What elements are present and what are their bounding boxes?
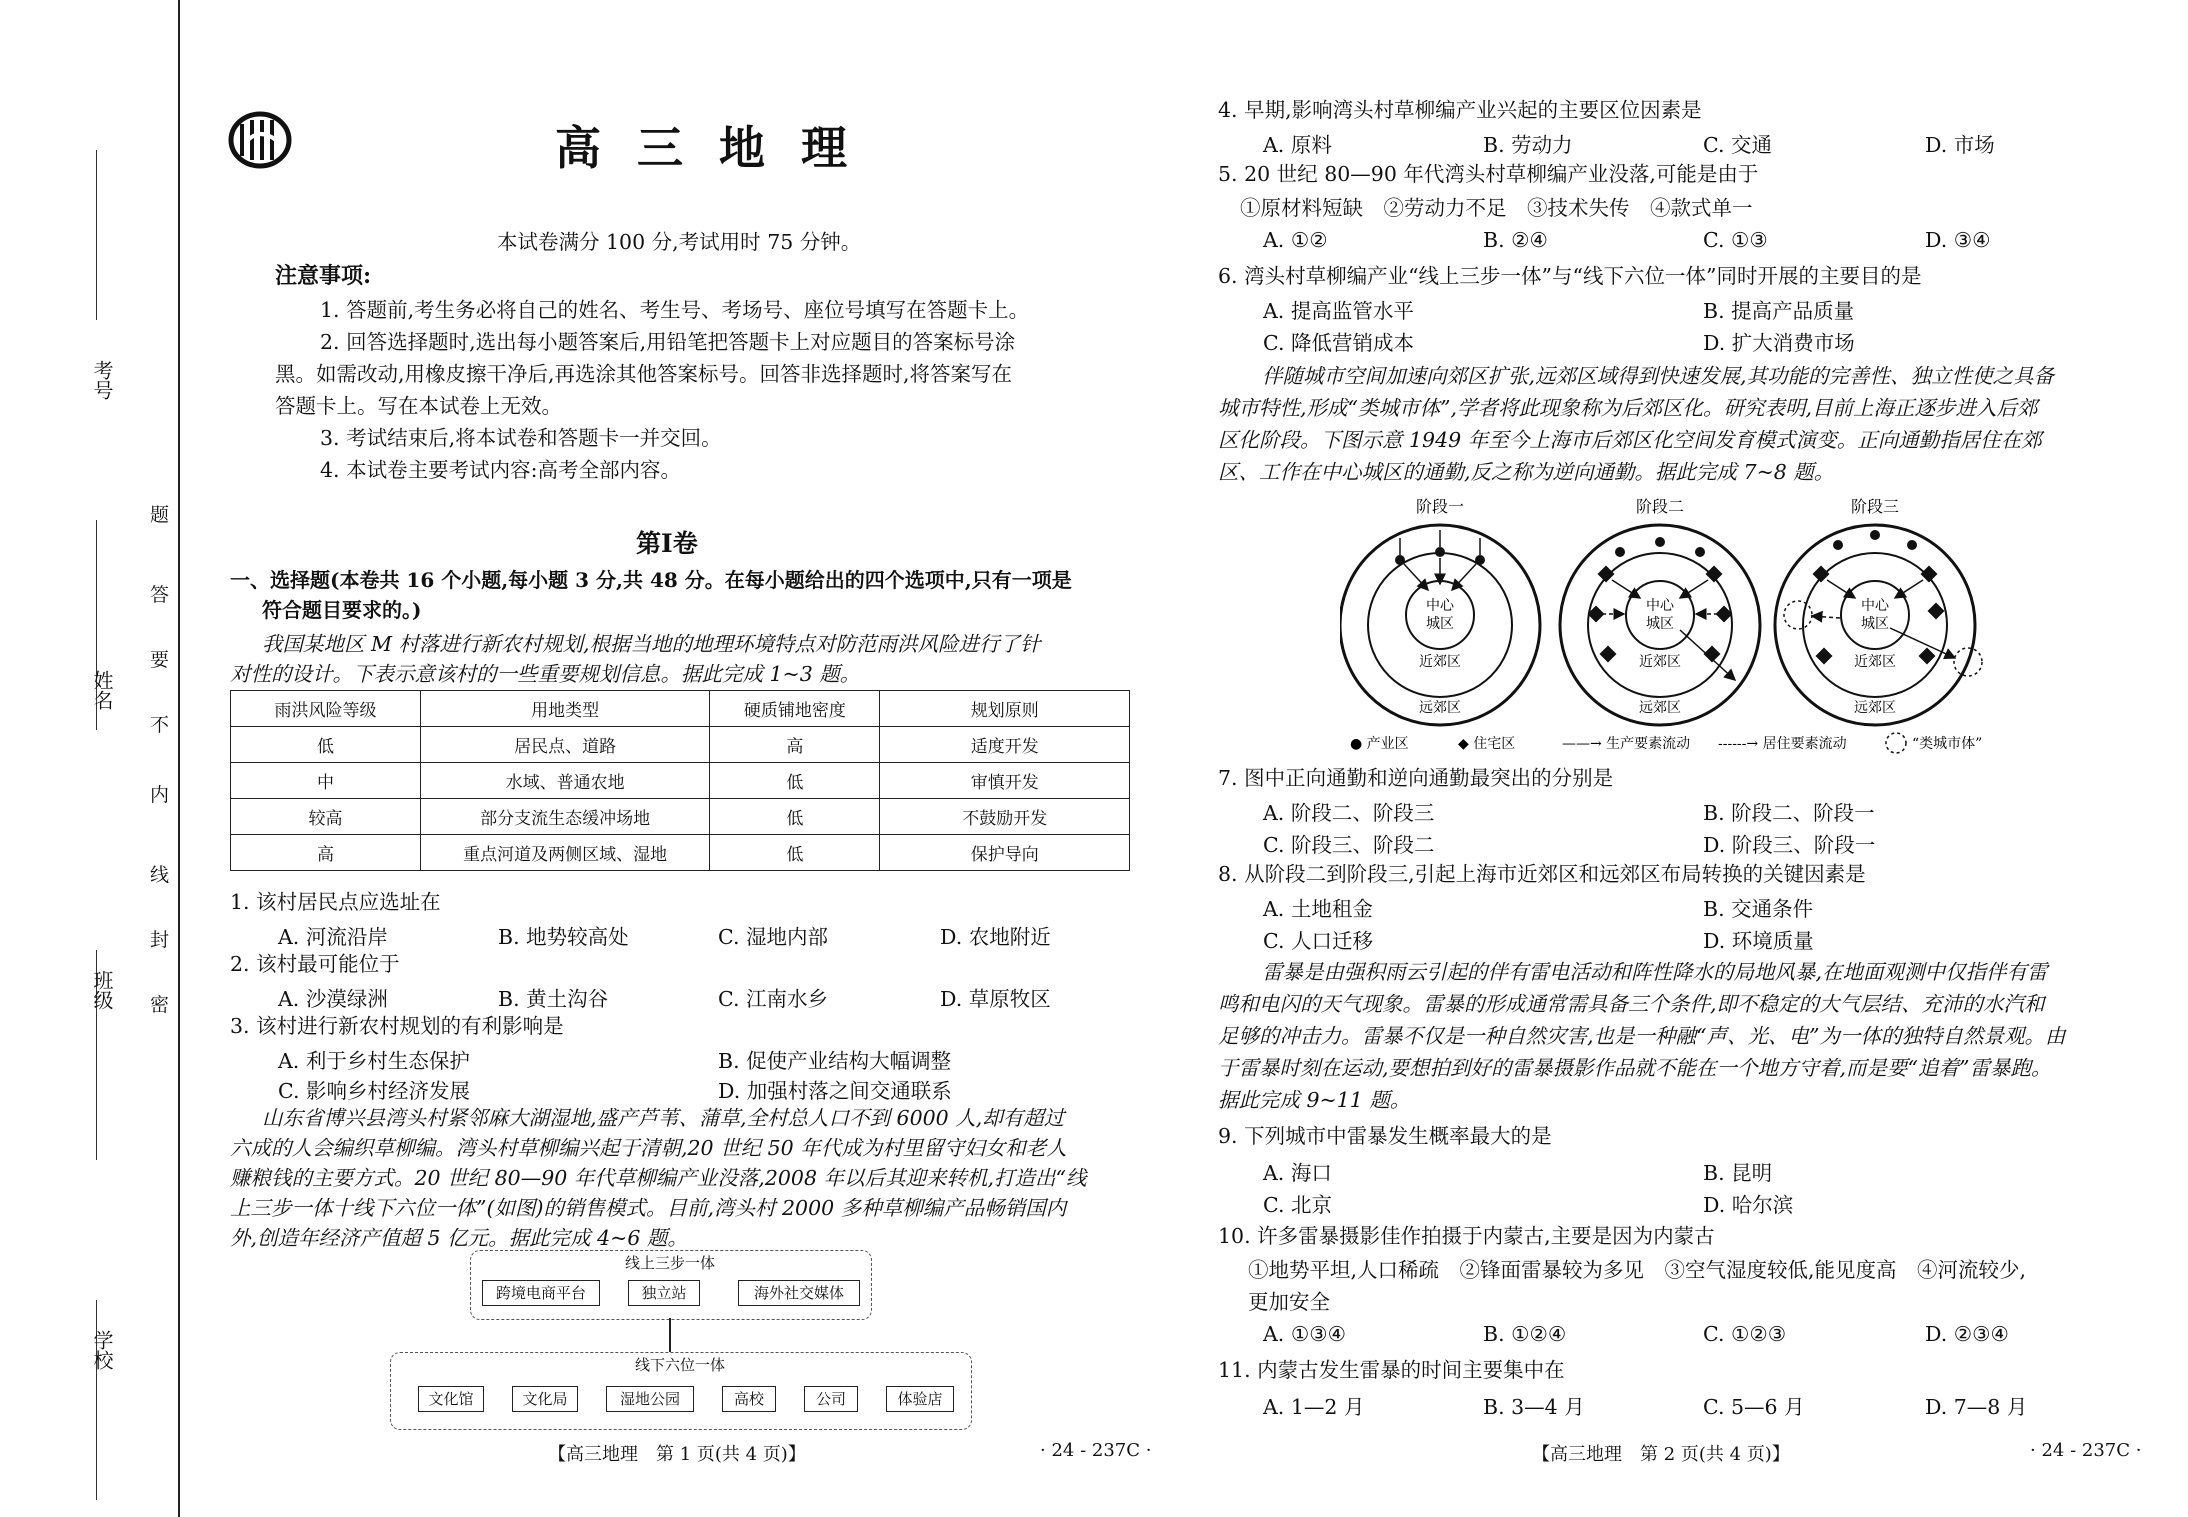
zone-label: 中心 [1861, 598, 1889, 614]
table-row [231, 835, 1130, 871]
stage-label: 阶段二 [1635, 497, 1685, 516]
seal-char: 封 [150, 929, 170, 951]
suburbanization-diagram [1340, 490, 2140, 760]
option[interactable]: C. 降低营销成本 [1263, 331, 1414, 355]
table-cell: 不鼓励开发 [880, 799, 1130, 835]
option[interactable]: C. 5—6 月 [1703, 1395, 1805, 1419]
option[interactable]: D. 哈尔滨 [1703, 1193, 1794, 1217]
publisher-logo-icon [228, 110, 292, 170]
page2-footer: 【高三地理 第 2 页(共 4 页)】 [1532, 1444, 1790, 1465]
section-instruction: 一、选择题(本卷共 16 个小题,每小题 3 分,共 48 分。在每小题给出的四个选项中,只有一项是 [230, 568, 1072, 592]
option[interactable]: D. 市场 [1925, 133, 1995, 157]
zone-label: 远郊区 [1854, 700, 1896, 716]
passage-line: 于雷暴时刻在运动,要想拍到好的雷暴摄影作品就不能在一个地方守着,而是要“追着”雷暴跑。 [1218, 1056, 2052, 1080]
option[interactable]: C. 交通 [1703, 133, 1772, 157]
option[interactable]: D. 7—8 月 [1925, 1395, 2028, 1419]
question-stem: 3. 该村进行新农村规划的有利影响是 [230, 1014, 564, 1038]
question-stem: 8. 从阶段二到阶段三,引起上海市近郊区和远郊区布局转换的关键因素是 [1218, 862, 1866, 886]
offline-item: 体验店 [886, 1386, 954, 1412]
legend-residential: ◆ 住宅区 [1458, 736, 1516, 752]
binding-line [178, 0, 180, 1517]
notice-line: 1. 答题前,考生务必将自己的姓名、考生号、考场号、座位号填写在答题卡上。 [320, 298, 1030, 322]
seal-char: 线 [150, 864, 170, 886]
question-stem: 1. 该村居民点应选址在 [230, 890, 441, 914]
stage-label: 阶段三 [1850, 497, 1900, 516]
stage-three [1775, 525, 1982, 725]
notice-line: 4. 本试卷主要考试内容:高考全部内容。 [320, 458, 681, 482]
passage-line: 对性的设计。下表示意该村的一些重要规划信息。据此完成 1~3 题。 [230, 662, 861, 686]
notice-line: 答题卡上。写在本试卷上无效。 [275, 394, 562, 418]
table-cell: 居民点、道路 [420, 727, 709, 763]
option[interactable]: B. 3—4 月 [1483, 1395, 1585, 1419]
option[interactable]: A. 利于乡村生态保护 [278, 1049, 470, 1073]
table-cell: 保护导向 [880, 835, 1130, 871]
table-cell: 审慎开发 [880, 763, 1130, 799]
zone-label: 远郊区 [1419, 700, 1461, 716]
zone-label: 近郊区 [1419, 654, 1461, 670]
connector-line [669, 1318, 671, 1352]
zone-label: 远郊区 [1639, 700, 1681, 716]
question-stem: 5. 20 世纪 80—90 年代湾头村草柳编产业没落,可能是由于 [1218, 162, 1759, 186]
option[interactable]: A. 海口 [1263, 1161, 1332, 1185]
option[interactable]: C. 人口迁移 [1263, 929, 1373, 953]
notice-heading: 注意事项: [275, 263, 372, 289]
option[interactable]: A. 1—2 月 [1263, 1395, 1365, 1419]
city-body-marker [1784, 601, 1812, 629]
option[interactable]: A. 土地租金 [1263, 897, 1373, 921]
zone-label: 城区 [1646, 616, 1674, 632]
option[interactable]: B. 黄土沟谷 [498, 987, 609, 1011]
question-sub: 更加安全 [1248, 1290, 1330, 1314]
option[interactable]: C. 阶段三、阶段二 [1263, 833, 1435, 857]
stage-two [1560, 525, 1760, 725]
seal-char: 密 [150, 994, 170, 1016]
offline-item: 公司 [804, 1386, 858, 1412]
option[interactable]: D. 加强村落之间交通联系 [718, 1079, 952, 1103]
option[interactable]: B. 劳动力 [1483, 133, 1573, 157]
table-cell: 中 [231, 763, 421, 799]
table-cell: 低 [231, 727, 421, 763]
option[interactable]: D. ③④ [1925, 228, 1991, 252]
option[interactable]: B. 地势较高处 [498, 925, 629, 949]
fill-line-id [96, 150, 97, 320]
online-item: 独立站 [628, 1280, 700, 1306]
option[interactable]: A. ①③④ [1263, 1322, 1346, 1346]
table-header: 用地类型 [420, 691, 709, 727]
table-cell: 高 [710, 727, 880, 763]
seal-char: 要 [150, 649, 170, 671]
option[interactable]: A. 原料 [1263, 133, 1332, 157]
seal-char: 题 [150, 504, 170, 526]
offline-item: 高校 [722, 1386, 776, 1412]
question-stem: 9. 下列城市中雷暴发生概率最大的是 [1218, 1124, 1552, 1148]
passage-line: 我国某地区 M 村落进行新农村规划,根据当地的地理环境特点对防范雨洪风险进行了针 [262, 632, 1041, 656]
option[interactable]: B. ①②④ [1483, 1322, 1567, 1346]
option[interactable]: D. 农地附近 [940, 925, 1051, 949]
notice-line: 3. 考试结束后,将本试卷和答题卡一并交回。 [320, 426, 722, 450]
zone-label: 城区 [1426, 616, 1454, 632]
option[interactable]: B. 交通条件 [1703, 897, 1814, 921]
option[interactable]: B. 促使产业结构大幅调整 [718, 1049, 952, 1073]
passage-line: 鸣和电闪的天气现象。雷暴的形成通常需具备三个条件,即不稳定的大气层结、充沛的水汽和 [1218, 992, 2045, 1016]
passage-line: 据此完成 9~11 题。 [1218, 1088, 1411, 1112]
legend-city-body-icon [1886, 733, 1906, 753]
question-stem: 11. 内蒙古发生雷暴的时间主要集中在 [1218, 1358, 1565, 1382]
table-cell: 较高 [231, 799, 421, 835]
passage-line: 六成的人会编织草柳编。湾头村草柳编兴起于清朝,20 世纪 50 年代成为村里留守妇女和老人 [230, 1136, 1067, 1160]
option[interactable]: B. ②④ [1483, 228, 1548, 252]
table-cell: 重点河道及两侧区域、湿地 [420, 835, 709, 871]
legend-production-flow: ——→ 生产要素流动 [1562, 736, 1691, 752]
option[interactable]: C. 影响乡村经济发展 [278, 1079, 470, 1103]
section-title: 第Ⅰ卷 [636, 529, 698, 558]
seal-char: 不 [150, 714, 170, 736]
option[interactable]: A. 阶段二、阶段三 [1263, 801, 1435, 825]
page1-footer: 【高三地理 第 1 页(共 4 页)】 [548, 1444, 806, 1465]
question-sub: ①原材料短缺 ②劳动力不足 ③技术失传 ④款式单一 [1240, 196, 1753, 220]
table-cell: 水域、普通农地 [420, 763, 709, 799]
online-title: 线上三步一体 [624, 1254, 715, 1272]
option[interactable]: B. 提高产品质量 [1703, 299, 1855, 323]
stage-label: 阶段一 [1415, 497, 1465, 516]
passage-line: 赚粮钱的主要方式。20 世纪 80—90 年代草柳编产业没落,2008 年以后其迎来转机,打造出“线 [230, 1166, 1087, 1190]
option[interactable]: B. 阶段二、阶段一 [1703, 801, 1875, 825]
notice-line: 黑。如需改动,用橡皮擦干净后,再选涂其他答案标号。回答非选择题时,将答案写在 [275, 362, 1013, 386]
passage-line: 伴随城市空间加速向郊区扩张,远郊区域得到快速发展,其功能的完善性、独立性使之具备 [1262, 364, 2055, 388]
offline-item: 文化馆 [418, 1386, 484, 1412]
option[interactable]: C. 湿地内部 [718, 925, 828, 949]
option[interactable]: C. ①②③ [1703, 1322, 1787, 1346]
option[interactable]: C. 江南水乡 [718, 987, 828, 1011]
zone-label: 中心 [1426, 598, 1454, 614]
passage-line: 外,创造年经济产值超 5 亿元。据此完成 4~6 题。 [230, 1226, 688, 1250]
table-cell: 适度开发 [880, 727, 1130, 763]
option[interactable]: C. 北京 [1263, 1193, 1332, 1217]
option[interactable]: D. 草原牧区 [940, 987, 1051, 1011]
question-stem: 10. 许多雷暴摄影佳作拍摄于内蒙古,主要是因为内蒙古 [1218, 1224, 1715, 1248]
option[interactable]: A. 河流沿岸 [278, 925, 388, 949]
seal-char: 内 [150, 784, 170, 806]
legend-city-body: “类城市体” [1912, 736, 1983, 752]
option[interactable]: D. ②③④ [1925, 1322, 2009, 1346]
notice-line: 2. 回答选择题时,选出每小题答案后,用铅笔把答题卡上对应题目的答案标号涂 [320, 330, 1016, 354]
exam-intro: 本试卷满分 100 分,考试用时 75 分钟。 [497, 230, 862, 254]
seal-char: 答 [150, 584, 170, 606]
passage-line: 上三步一体十线下六位一体”(如图)的销售模式。目前,湾头村 2000 多种草柳编产品畅销国内 [230, 1196, 1067, 1220]
legend-residential-flow: ------→ 居住要素流动 [1718, 736, 1847, 752]
stage-one [1340, 525, 1540, 725]
option[interactable]: D. 扩大消费市场 [1703, 331, 1855, 355]
zone-label: 城区 [1861, 616, 1889, 632]
passage-line: 足够的冲击力。雷暴不仅是一种自然灾害,也是一种融“声、光、电”为一体的独特自然景观。由 [1218, 1024, 2066, 1048]
offline-item: 文化局 [512, 1386, 578, 1412]
zone-label: 近郊区 [1854, 654, 1896, 670]
table-header: 规划原则 [880, 691, 1130, 727]
passage-line: 区、工作在中心城区的通勤,反之称为逆向通勤。据此完成 7~8 题。 [1218, 460, 1835, 484]
legend-industry: ● 产业区 [1350, 736, 1409, 752]
question-stem: 6. 湾头村草柳编产业“线上三步一体”与“线下六位一体”同时开展的主要目的是 [1218, 264, 1922, 288]
table-header: 雨洪风险等级 [231, 691, 421, 727]
online-item: 跨境电商平台 [482, 1280, 600, 1306]
option[interactable]: D. 环境质量 [1703, 929, 1814, 953]
question-sub: ①地势平坦,人口稀疏 ②锋面雷暴较为多见 ③空气湿度较低,能见度高 ④河流较少, [1248, 1258, 2027, 1282]
option[interactable]: A. ①② [1263, 228, 1328, 252]
offline-item: 湿地公园 [606, 1386, 694, 1412]
option[interactable]: A. 提高监管水平 [1263, 299, 1414, 323]
offline-title: 线下六位一体 [634, 1356, 725, 1374]
online-item: 海外社交媒体 [738, 1280, 860, 1306]
passage-line: 山东省博兴县湾头村紧邻麻大湖湿地,盛产芦苇、蒲草,全村总人口不到 6000 人,却有超过 [262, 1106, 1065, 1130]
page-title: 高 三 地 理 [555, 121, 858, 175]
question-stem: 4. 早期,影响湾头村草柳编产业兴起的主要区位因素是 [1218, 98, 1702, 122]
question-stem: 7. 图中正向通勤和逆向通勤最突出的分别是 [1218, 766, 1614, 790]
option[interactable]: A. 沙漠绿洲 [278, 987, 388, 1011]
option[interactable]: B. 昆明 [1703, 1161, 1773, 1185]
table-header: 硬质铺地密度 [710, 691, 880, 727]
question-stem: 2. 该村最可能位于 [230, 952, 400, 976]
label-class: 班级 [90, 970, 114, 1010]
planning-table [230, 690, 1130, 871]
label-exam-id: 考号 [90, 360, 114, 400]
binding-strip [0, 0, 180, 1517]
table-cell: 低 [710, 835, 880, 871]
option[interactable]: C. ①③ [1703, 228, 1768, 252]
table-row [231, 727, 1130, 763]
zone-label: 中心 [1646, 598, 1674, 614]
label-name: 姓名 [90, 670, 114, 710]
passage-line: 城市特性,形成“类城市体”,学者将此现象称为后郊区化。研究表明,目前上海正逐步进入后郊 [1218, 396, 2038, 420]
page1-code: · 24 - 237C · [1040, 1440, 1152, 1461]
diagram-legend [1350, 733, 1982, 753]
table-cell: 高 [231, 835, 421, 871]
table-cell: 低 [710, 799, 880, 835]
section-instruction: 符合题目要求的。) [262, 598, 422, 622]
label-school: 学校 [90, 1330, 114, 1370]
table-row [231, 763, 1130, 799]
table-row [231, 799, 1130, 835]
page2-code: · 24 - 237C · [2030, 1440, 2142, 1461]
zone-label: 近郊区 [1639, 654, 1681, 670]
passage-line: 区化阶段。下图示意 1949 年至今上海市后郊区化空间发育模式演变。正向通勤指居住在郊 [1218, 428, 2042, 452]
passage-line: 雷暴是由强积雨云引起的伴有雷电活动和阵性降水的局地风暴,在地面观测中仅指伴有雷 [1262, 960, 2048, 984]
table-cell: 部分支流生态缓冲场地 [420, 799, 709, 835]
option[interactable]: D. 阶段三、阶段一 [1703, 833, 1876, 857]
table-cell: 低 [710, 763, 880, 799]
